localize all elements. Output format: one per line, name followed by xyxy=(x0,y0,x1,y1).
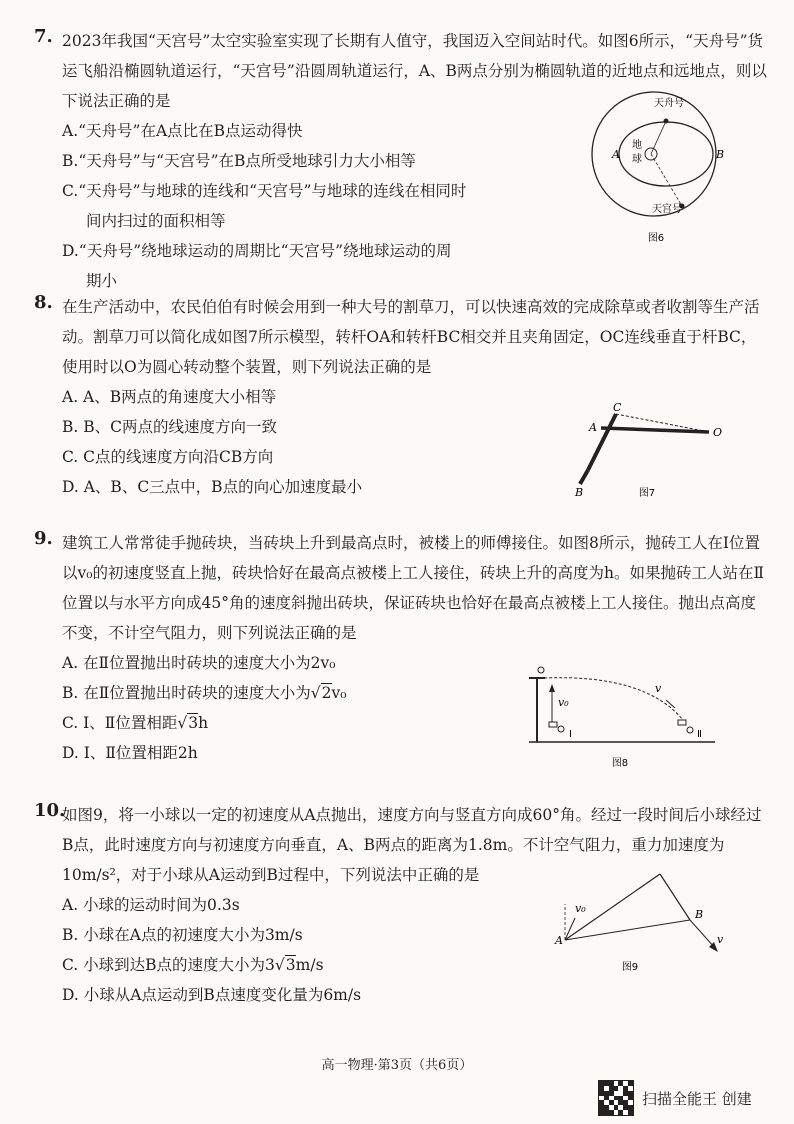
point-b-label: B xyxy=(695,908,704,921)
tiangong-label: 天宫号 xyxy=(652,204,682,215)
question-number: 10. xyxy=(34,800,66,821)
option-c: C. C点的线速度方向沿CB方向 xyxy=(62,448,274,466)
option-a: A.“天舟号”在A点比在B点运动得快 xyxy=(62,122,303,140)
point-a-label: A xyxy=(612,148,620,161)
point-o-label: O xyxy=(713,426,723,439)
question-number: 9. xyxy=(34,528,53,549)
option-a: A. 在Ⅱ位置抛出时砖块的速度大小为2v₀ xyxy=(62,654,336,672)
figure-7 xyxy=(575,401,730,514)
question-stem: 如图9，将一小球以一定的初速度从A点抛出，速度方向与竖直方向成60°角。经过一段时间后小球经过B点，此时速度方向与初速度方向垂直，A、B两点的距离为1.8m。不计空气阻力，重力加速度为10m/s²，对于小球从A运动到B过程中，下列说法中正确的是 xyxy=(62,806,762,884)
brick-position-1 xyxy=(549,722,557,727)
option-b-post: v₀ xyxy=(331,684,347,702)
v-label: v xyxy=(717,933,724,946)
tiangong-radius xyxy=(651,154,682,206)
option-b: B.“天舟号”与“天宫号”在B点所受地球引力大小相等 xyxy=(62,152,416,170)
option-b: B. 小球在A点的初速度大小为3m/s xyxy=(62,926,303,944)
rod-bc-lower xyxy=(580,470,588,484)
option-d: D.“天舟号”绕地球运动的周期比“天宫号”绕地球运动的周 xyxy=(62,242,452,260)
brick-position-2 xyxy=(678,720,686,725)
figure-6 xyxy=(590,82,730,252)
scanner-badge-text: 扫描全能王 创建 xyxy=(642,1089,752,1108)
point-b-label: B xyxy=(716,148,725,161)
worker-1 xyxy=(558,726,564,732)
tianzhou-radius xyxy=(651,121,666,154)
tianzhou-point xyxy=(664,119,669,124)
option-c-radicand: 3 xyxy=(285,956,296,974)
upper-worker xyxy=(538,667,544,673)
point-a-label: A xyxy=(555,934,563,947)
tianzhou-label: 天舟号 xyxy=(654,98,684,109)
rod-oa xyxy=(601,428,709,432)
figure-9 xyxy=(555,868,735,978)
figure-caption: 图8 xyxy=(611,758,629,769)
option-c-post: h xyxy=(198,714,209,732)
question-stem: 2023年我国“天宫号”太空实验室实现了长期有人值守，我国迈入空间站时代。如图6所示，“天舟号”货运飞船沿椭圆轨道运行，“天宫号”沿圆周轨道运行，A、B两点分别为椭圆轨道的近地点和远地点，则以下说法正确的是 xyxy=(62,32,767,110)
qr-code-icon xyxy=(598,1080,634,1116)
projectile-diagram xyxy=(555,868,735,978)
option-a: A. 小球的运动时间为0.3s xyxy=(62,896,240,914)
position-1-label: Ⅰ xyxy=(569,729,572,740)
option-d: D. A、B、C三点中，B点的向心加速度最小 xyxy=(62,478,363,496)
v-label: v xyxy=(655,682,662,695)
option-c-pre: C. 小球到达B点的速度大小为3√ xyxy=(62,956,285,974)
arrow-head-v0 xyxy=(549,684,555,692)
option-c-radicand: 3 xyxy=(188,714,199,732)
option-c-pre: C. Ⅰ、Ⅱ位置相距√ xyxy=(62,714,188,732)
figure-caption: 图6 xyxy=(647,233,665,244)
option-b-pre: B. 在Ⅱ位置抛出时砖块的速度大小为√ xyxy=(62,684,321,702)
figure-8 xyxy=(525,662,725,772)
point-b-label: B xyxy=(575,486,584,499)
position-2-label: Ⅱ xyxy=(697,729,702,740)
option-c-post: m/s xyxy=(295,956,324,974)
chord-ab xyxy=(565,920,690,940)
option-d-cont: 期小 xyxy=(86,272,118,290)
option-c: C.“天舟号”与地球的连线和“天宫号”与地球的连线在相同时 xyxy=(62,182,467,200)
scanner-badge xyxy=(598,1080,752,1116)
orbit-diagram xyxy=(590,82,730,252)
question-number: 7. xyxy=(34,26,53,47)
option-b: B. B、C两点的线速度方向一致 xyxy=(62,418,277,436)
sickle-diagram xyxy=(575,401,730,514)
brick-throw-diagram xyxy=(525,662,725,772)
option-a: A. A、B两点的角速度大小相等 xyxy=(62,388,277,406)
question-stem: 在生产活动中，农民伯伯有时候会用到一种大号的割草刀，可以快速高效的完成除草或者收割等生产活动。割草刀可以简化成如图7所示模型，转杆OA和转杆BC相交并且夹角固定，OC连线垂直于杆BC，使用时以O为圆心转动整个装置，则下列说法正确的是 xyxy=(62,298,760,376)
option-c-cont: 间内扫过的面积相等 xyxy=(86,212,226,230)
figure-caption: 图9 xyxy=(621,962,639,973)
page-footer: 高一物理·第3页（共6页） xyxy=(321,1058,473,1073)
circular-orbit xyxy=(592,92,716,216)
question-number: 8. xyxy=(34,292,53,313)
earth-label-2: 球 xyxy=(632,154,642,165)
drop-line xyxy=(660,874,690,920)
earth-label-1: 地 xyxy=(632,140,642,151)
option-d: D. Ⅰ、Ⅱ位置相距2h xyxy=(62,744,198,762)
v0-label: v₀ xyxy=(575,902,586,915)
oblique-velocity-arrow xyxy=(666,700,675,708)
question-stem: 建筑工人常常徒手抛砖块，当砖块上升到最高点时，被楼上的师傅接住。如图8所示，抛砖工人在Ⅰ位置以v₀的初速度竖直上抛，砖块恰好在最高点被楼上工人接住，砖块上升的高度为h。如果抛砖工人站在Ⅱ位置以与水平方向成45°角的速度斜抛出砖块，保证砖块也恰好在最高点被楼上工人接住。抛出点高度不变，不计空气阻力，则下列说法正确的是 xyxy=(62,534,764,642)
option-c xyxy=(62,950,607,980)
point-a-label: A xyxy=(589,421,597,434)
option-b-radicand: 2 xyxy=(321,684,332,702)
option-d: D. 小球从A点运动到B点速度变化量为6m/s xyxy=(62,986,362,1004)
point-c-label: C xyxy=(613,401,622,414)
worker-2 xyxy=(687,727,693,733)
v0-label: v₀ xyxy=(558,696,569,709)
final-velocity-arrow xyxy=(690,920,715,948)
figure-caption: 图7 xyxy=(638,488,656,499)
